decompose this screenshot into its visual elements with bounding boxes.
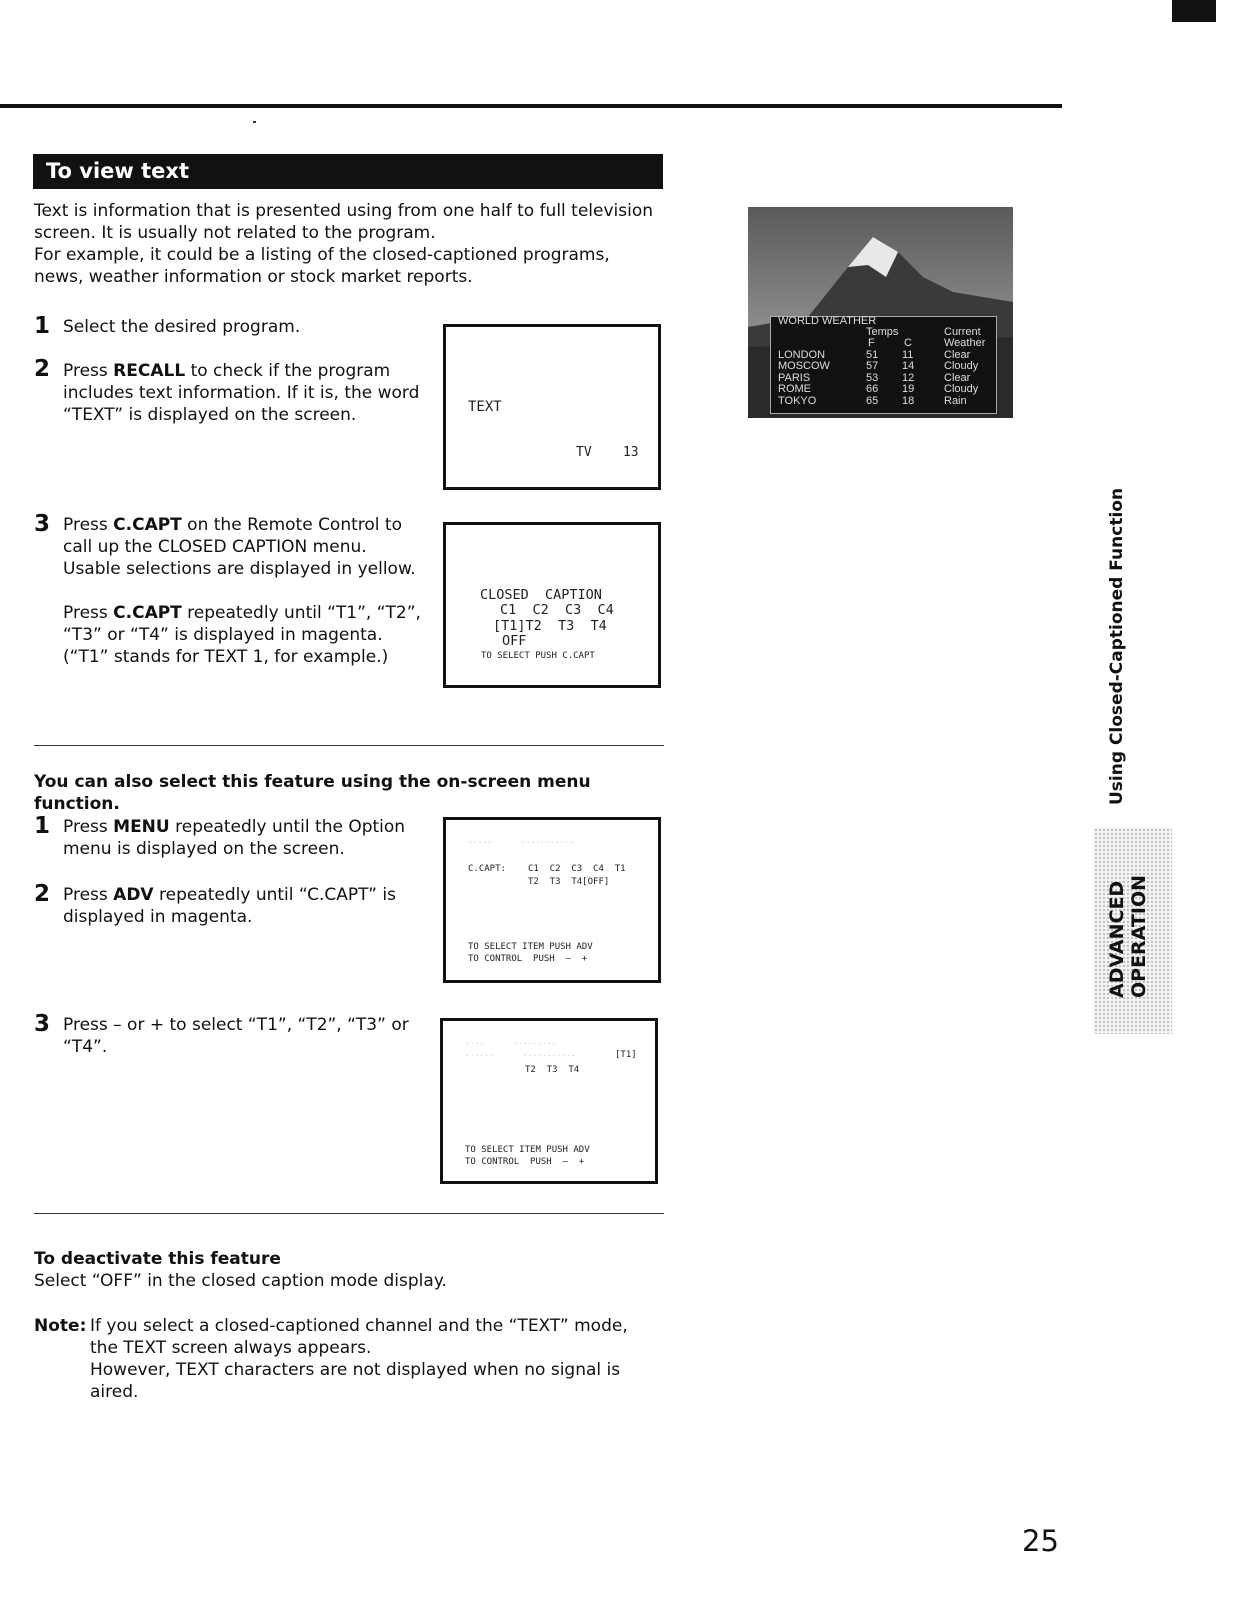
step-gap bbox=[63, 580, 438, 602]
note-line: aired. bbox=[90, 1382, 139, 1402]
condition: Cloudy bbox=[944, 360, 979, 372]
tv-screen-option-menu bbox=[443, 817, 661, 983]
step-text bbox=[63, 514, 438, 668]
step-number: 2 bbox=[34, 356, 51, 382]
city: PARIS bbox=[778, 372, 811, 384]
city: TOKYO bbox=[778, 395, 817, 407]
temp-c: 18 bbox=[902, 395, 915, 407]
note-line: However, TEXT characters are not displayed when no signal is bbox=[90, 1360, 621, 1380]
deactivate-text: Select “OFF” in the closed caption mode display. bbox=[34, 1271, 447, 1291]
step-line: includes text information. If it is, the word bbox=[63, 383, 420, 403]
top-rule bbox=[0, 104, 1062, 108]
faded-menu-row: ······ ··········· bbox=[465, 1051, 576, 1060]
chapter-tab-line: OPERATION bbox=[1128, 875, 1150, 998]
temp-f: 65 bbox=[866, 395, 879, 407]
step-line: Press C.CAPT on the Remote Control to bbox=[63, 515, 402, 535]
intro-paragraph bbox=[34, 200, 674, 288]
screen-channel: TV 13 bbox=[576, 445, 639, 460]
step-line: Press ADV repeatedly until “C.CAPT” is bbox=[63, 885, 396, 905]
step-line: Press MENU repeatedly until the Option bbox=[63, 817, 406, 837]
menu-intro: You can also select this feature using the on-screen menu function. bbox=[34, 772, 591, 814]
option-values-row2: T2 T3 T4[OFF] bbox=[528, 877, 610, 887]
step-line: “TEXT” is displayed on the screen. bbox=[63, 405, 357, 425]
option-label: C.CAPT: bbox=[468, 864, 506, 874]
f-header: F bbox=[868, 337, 875, 349]
current-header: Current bbox=[944, 326, 981, 338]
divider bbox=[34, 745, 664, 746]
step-text bbox=[63, 816, 438, 860]
weather-title: WORLD WEATHER bbox=[778, 315, 877, 327]
temp-f: 53 bbox=[866, 372, 879, 384]
divider bbox=[34, 1213, 664, 1214]
step-number: 2 bbox=[34, 881, 51, 907]
condition: Clear bbox=[944, 372, 971, 384]
temp-c: 11 bbox=[902, 349, 914, 361]
temp-f: 66 bbox=[866, 383, 879, 395]
temp-c: 19 bbox=[902, 383, 915, 395]
step-line: Press C.CAPT repeatedly until “T1”, “T2”, bbox=[63, 603, 421, 623]
condition: Cloudy bbox=[944, 383, 979, 395]
faded-menu-row: ···· ········· bbox=[465, 1039, 557, 1048]
city: LONDON bbox=[778, 349, 826, 361]
select-instruction-1: TO SELECT ITEM PUSH ADV bbox=[465, 1145, 590, 1155]
step-text bbox=[63, 1014, 438, 1058]
option-values-row1: C1 C2 C3 C4 T1 bbox=[528, 864, 626, 874]
intro-line: screen. It is usually not related to the program. bbox=[34, 223, 436, 243]
step-line: (“T1” stands for TEXT 1, for example.) bbox=[63, 647, 389, 667]
cc-menu-text-options: [T1]T2 T3 T4 bbox=[493, 618, 607, 634]
step-text bbox=[63, 316, 433, 338]
temp-c: 14 bbox=[902, 360, 915, 372]
intro-line: Text is information that is presented using from one half to full television bbox=[34, 201, 654, 221]
selected-t1: [T1] bbox=[615, 1050, 637, 1060]
world-weather-table bbox=[770, 316, 997, 414]
step-number: 3 bbox=[34, 511, 51, 537]
cc-menu-title: CLOSED CAPTION bbox=[480, 587, 602, 603]
tick-mark bbox=[253, 121, 256, 123]
tv-screen-text bbox=[443, 324, 661, 490]
chapter-tab-line: ADVANCED bbox=[1106, 880, 1128, 998]
step-number: 3 bbox=[34, 1011, 51, 1037]
city: ROME bbox=[778, 383, 811, 395]
temp-c: 12 bbox=[902, 372, 915, 384]
note-line: the TEXT screen always appears. bbox=[90, 1338, 372, 1358]
page-number: 25 bbox=[1022, 1524, 1059, 1558]
step-line: Press RECALL to check if the program bbox=[63, 361, 391, 381]
weather-header: Weather bbox=[944, 337, 986, 349]
step-line: call up the CLOSED CAPTION menu. bbox=[63, 537, 367, 557]
select-instruction-2: TO CONTROL PUSH – + bbox=[465, 1157, 585, 1167]
step-text bbox=[63, 360, 433, 426]
c-header: C bbox=[904, 337, 912, 349]
step-line: Press – or + to select “T1”, “T2”, “T3” or bbox=[63, 1015, 409, 1035]
option-instruction-1: TO SELECT ITEM PUSH ADV bbox=[468, 942, 593, 952]
step-number: 1 bbox=[34, 313, 51, 339]
intro-line: news, weather information or stock market reports. bbox=[34, 267, 473, 287]
chapter-tab-label bbox=[1106, 798, 1156, 998]
screen-text-indicator: TEXT bbox=[468, 399, 502, 415]
step-number: 1 bbox=[34, 813, 51, 839]
step-line: Usable selections are displayed in yellow. bbox=[63, 559, 416, 579]
step-line: menu is displayed on the screen. bbox=[63, 839, 345, 859]
cc-menu-off: OFF bbox=[502, 633, 527, 649]
cc-menu-instruction: TO SELECT PUSH C.CAPT bbox=[481, 651, 595, 661]
temps-header: Temps bbox=[866, 326, 899, 338]
faded-menu-row: ····· ··········· bbox=[468, 838, 574, 847]
condition: Clear bbox=[944, 349, 971, 361]
note-label: Note: bbox=[34, 1316, 87, 1336]
option-instruction-2: TO CONTROL PUSH – + bbox=[468, 954, 588, 964]
note-text bbox=[90, 1315, 690, 1403]
temp-f: 51 bbox=[866, 349, 879, 361]
text-options-row: T2 T3 T4 bbox=[525, 1065, 580, 1075]
tv-screen-text-select bbox=[440, 1018, 658, 1184]
deactivate-heading: To deactivate this feature bbox=[34, 1249, 281, 1269]
step-text bbox=[63, 884, 438, 928]
note-line: If you select a closed-captioned channel and the “TEXT” mode, bbox=[90, 1316, 628, 1336]
step-line: “T4”. bbox=[63, 1037, 108, 1057]
temp-f: 57 bbox=[866, 360, 879, 372]
side-section-label: Using Closed-Captioned Function bbox=[1107, 487, 1127, 805]
step-line: Select the desired program. bbox=[63, 317, 301, 337]
tv-screen-closed-caption bbox=[443, 522, 661, 688]
cc-menu-options: C1 C2 C3 C4 bbox=[500, 602, 614, 618]
step-line: displayed in magenta. bbox=[63, 907, 253, 927]
corner-mark bbox=[1172, 0, 1216, 22]
section-title: To view text bbox=[33, 154, 663, 189]
condition: Rain bbox=[944, 395, 967, 407]
city: MOSCOW bbox=[778, 360, 830, 372]
step-line: “T3” or “T4” is displayed in magenta. bbox=[63, 625, 383, 645]
intro-line: For example, it could be a listing of the closed-captioned programs, bbox=[34, 245, 610, 265]
